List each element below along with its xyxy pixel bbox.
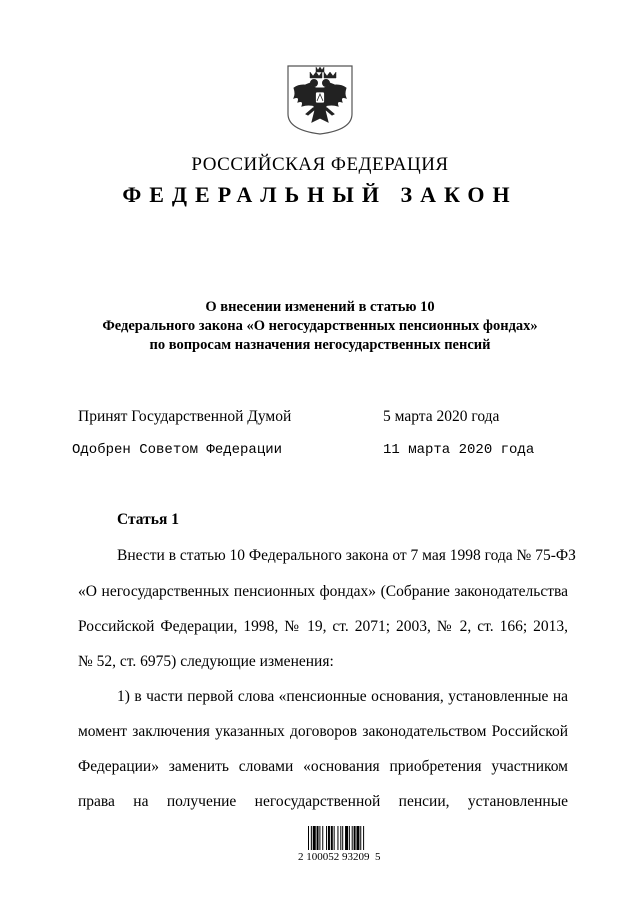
barcode-bar — [352, 826, 353, 850]
article-text-line: «О негосударственных пенсионных фондах» (Собрание законодательства — [78, 583, 568, 600]
barcode-bar — [311, 826, 312, 850]
adopted-by-duma-label: Принят Государственной Думой — [78, 408, 292, 425]
barcode-bar — [317, 826, 319, 850]
barcode-bar — [345, 826, 348, 850]
barcode-bar — [334, 826, 335, 850]
article-text-line: № 52, ст. 6975) следующие изменения: — [78, 653, 334, 670]
barcode-bar — [319, 826, 320, 850]
article-text-line: Внести в статью 10 Федерального закона от 7 мая 1998 года № 75-ФЗ — [117, 547, 576, 564]
approved-by-federation-council-label: Одобрен Советом Федерации — [72, 442, 283, 458]
coat-of-arms-icon — [286, 64, 354, 136]
barcode-bar — [342, 826, 343, 850]
barcode-bar — [308, 826, 309, 850]
article-text-line: Российской Федерации, 1998, № 19, ст. 2071; 2003, № 2, ст. 166; 2013, — [78, 618, 568, 635]
barcode-bar — [354, 826, 356, 850]
article-text-line: Федерации» заменить словами «основания приобретения участником — [78, 758, 568, 775]
approved-date: 11 марта 2020 года — [383, 442, 535, 458]
law-type-heading: ФЕДЕРАЛЬНЫЙ ЗАКОН — [122, 182, 518, 207]
barcode-icon — [308, 826, 376, 850]
law-title-line: Федерального закона «О негосударственных пенсионных фондах» — [102, 318, 538, 334]
law-title-line: О внесении изменений в статью 10 — [205, 299, 435, 315]
barcode-bar — [328, 826, 330, 850]
barcode-bar — [340, 826, 341, 850]
barcode-number: 2 100052 93209 5 — [298, 851, 381, 863]
barcode-bar — [313, 826, 316, 850]
article-text-line: момент заключения указанных договоров законодательством Российской — [78, 723, 568, 740]
law-title — [0, 298, 640, 355]
country-name: РОССИЙСКАЯ ФЕДЕРАЦИЯ — [191, 154, 449, 175]
barcode-bar — [331, 826, 333, 850]
barcode-bar — [322, 826, 323, 850]
barcode-bar — [360, 826, 361, 850]
barcode-bar — [337, 826, 338, 850]
article-text-line: 1) в части первой слова «пенсионные основания, установленные на — [117, 688, 568, 705]
barcode-bar — [349, 826, 350, 850]
article-text-line: права на получение негосударственной пенсии, установленные — [78, 793, 568, 810]
adopted-date: 5 марта 2020 года — [383, 408, 500, 425]
barcode-bar — [326, 826, 327, 850]
barcode-bar — [363, 826, 364, 850]
law-title-line: по вопросам назначения негосударственных пенсий — [149, 337, 491, 353]
barcode-bar — [356, 826, 359, 850]
article-heading: Статья 1 — [117, 511, 179, 528]
